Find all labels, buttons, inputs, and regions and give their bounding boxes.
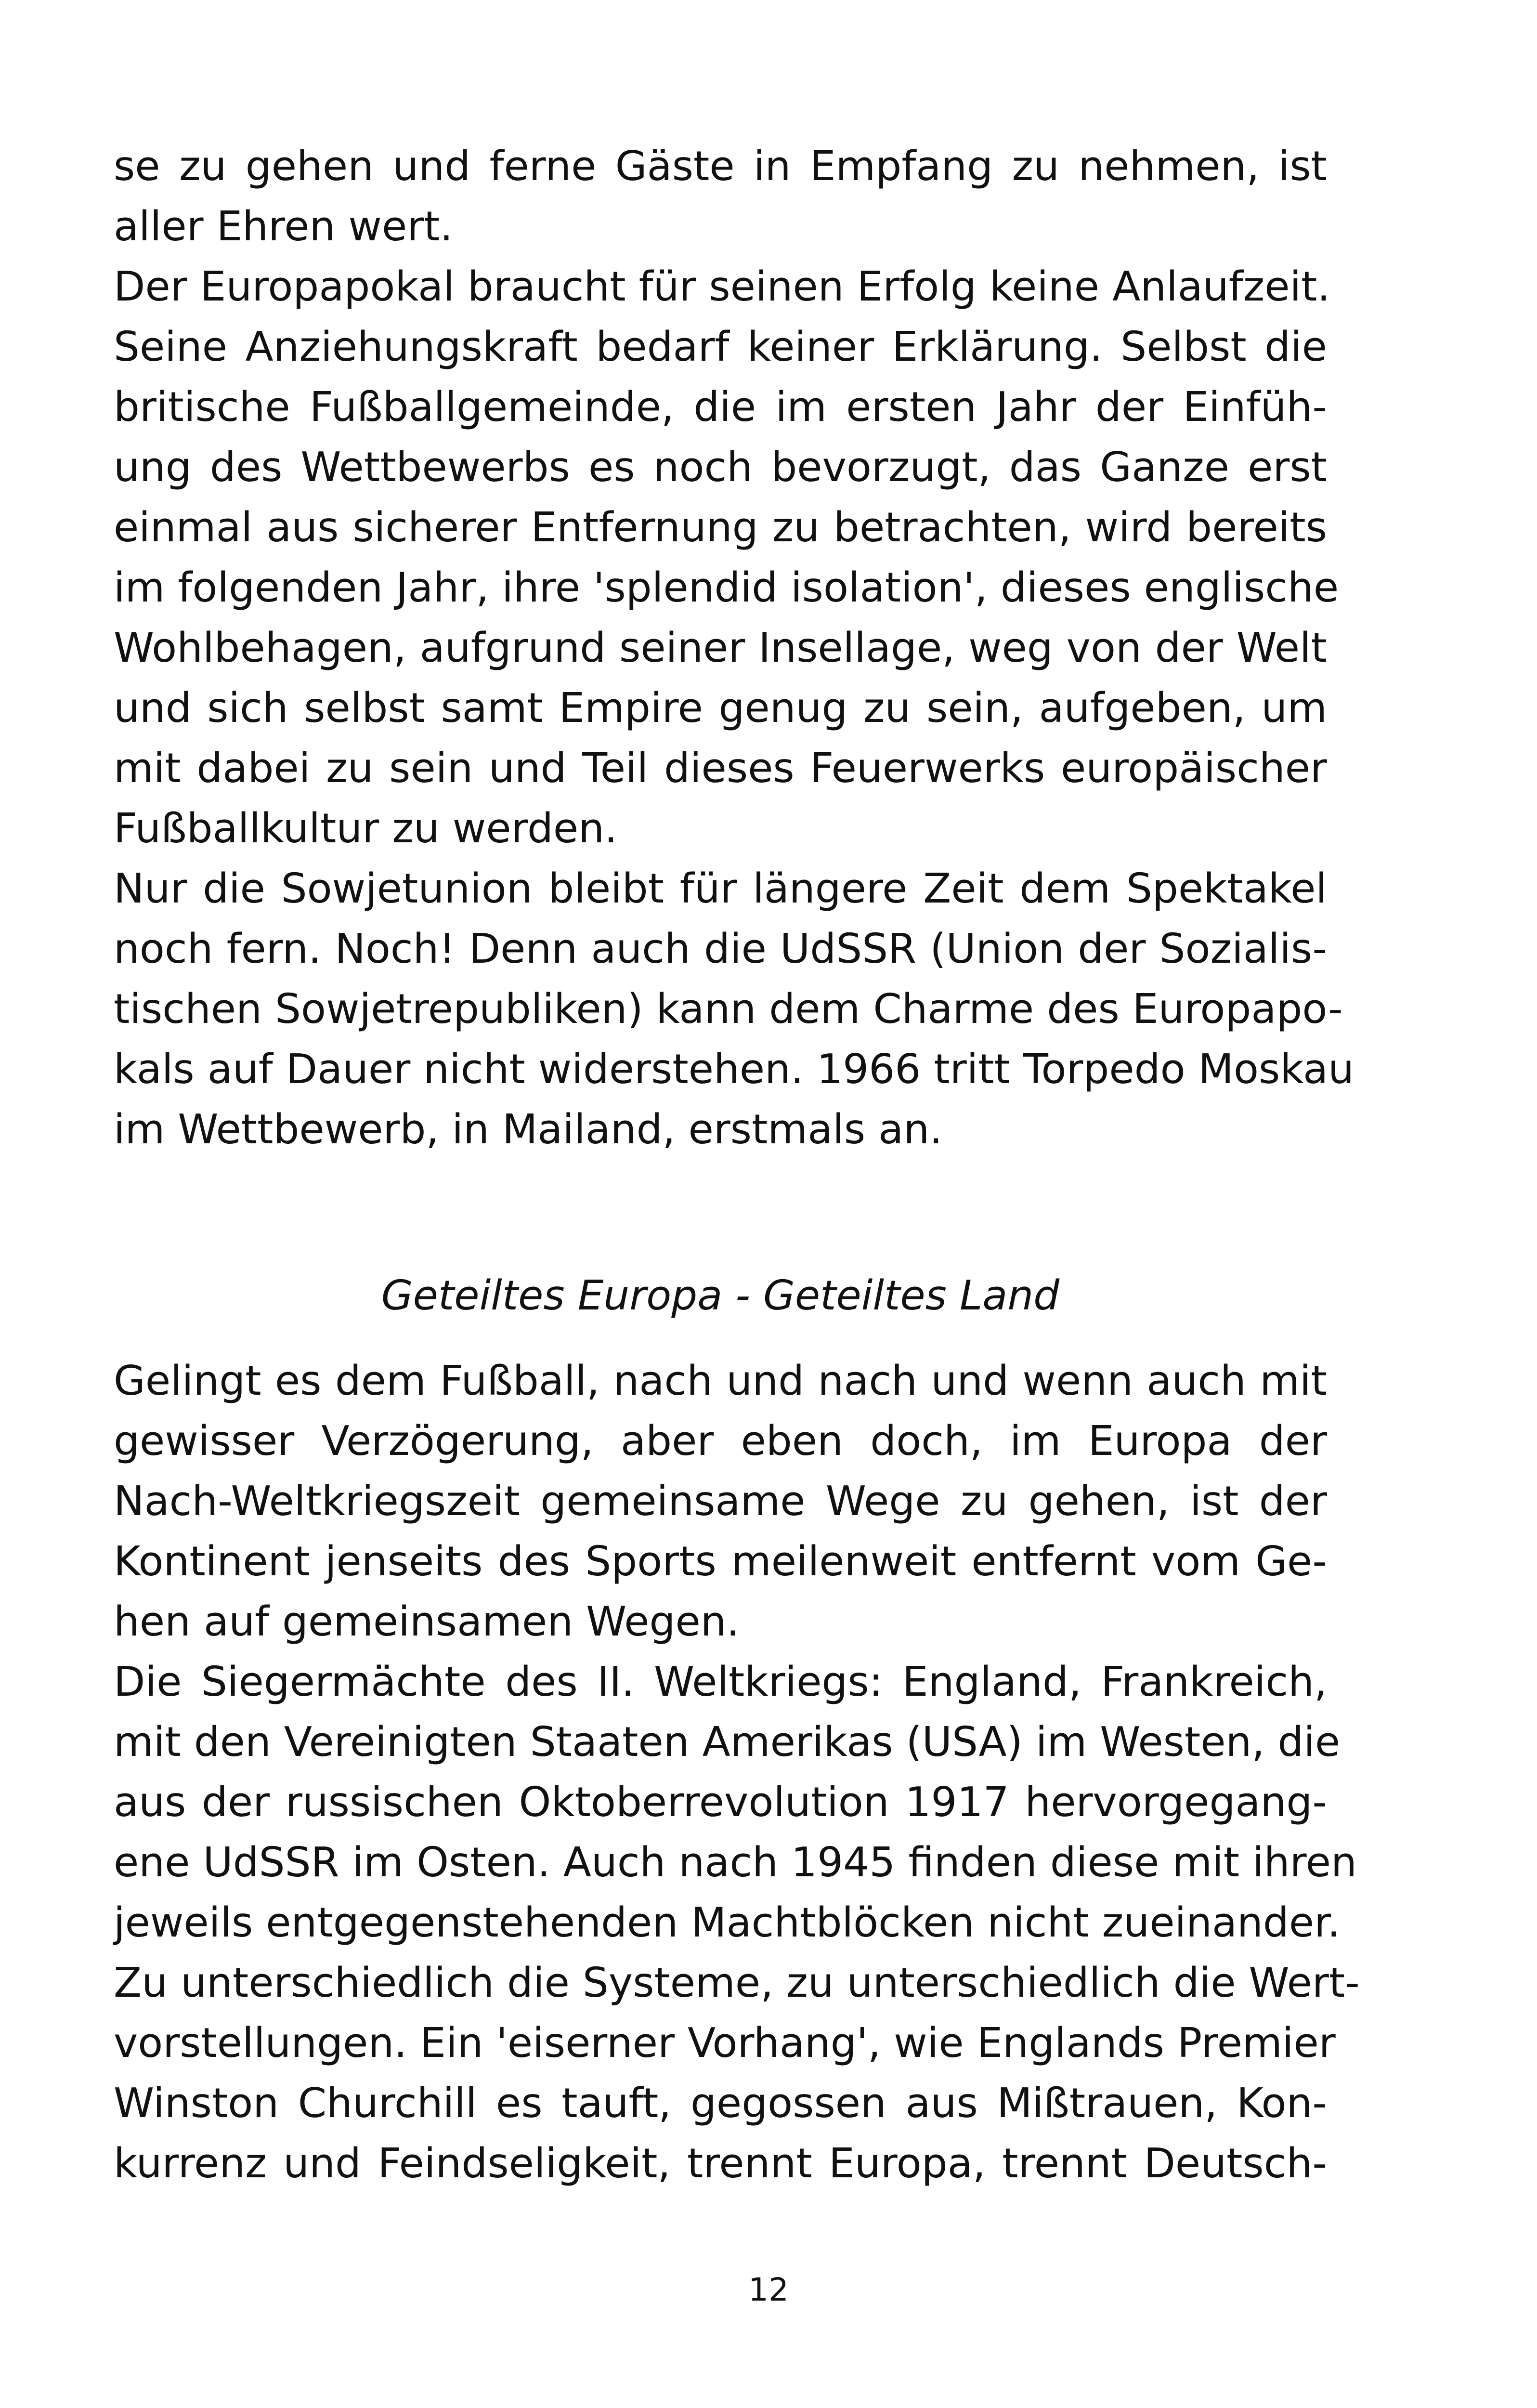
text-line: hen auf gemeinsamen Wegen. bbox=[114, 1598, 740, 1646]
text-line: und sich selbst samt Empire genug zu sein, aufgeben, um bbox=[114, 684, 1327, 732]
text-line: Zu unterschiedlich die Systeme, zu unterschiedlich die Wert- bbox=[114, 1959, 1360, 2007]
text-line: aller Ehren wert. bbox=[114, 203, 453, 250]
text-line: ene UdSSR im Osten. Auch nach 1945 finden diese mit ihren bbox=[114, 1839, 1357, 1886]
text-line: Fußballkultur zu werden. bbox=[114, 805, 618, 852]
text-line: im folgenden Jahr, ihre 'splendid isolation', dieses englische bbox=[114, 564, 1339, 612]
text-line: Der Europapokal braucht für seinen Erfolg keine Anlaufzeit. bbox=[114, 263, 1330, 311]
text-line: se zu gehen und ferne Gäste in Empfang zu nehmen, ist bbox=[114, 143, 1327, 190]
text-line: vorstellungen. Ein 'eiserner Vorhang', wie Englands Premier bbox=[114, 2019, 1336, 2067]
page-number: 12 bbox=[748, 2271, 789, 2308]
section-heading: Geteiltes Europa - Geteiltes Land bbox=[381, 1272, 1060, 1320]
text-line: ung des Wettbewerbs es noch bevorzugt, das Ganze erst bbox=[114, 444, 1327, 491]
text-line: tischen Sowjetrepubliken) kann dem Charme des Europapo- bbox=[114, 985, 1343, 1033]
text-line: kals auf Dauer nicht widerstehen. 1966 tritt Torpedo Moskau bbox=[114, 1046, 1354, 1093]
text-line: mit dabei zu sein und Teil dieses Feuerwerks europäischer bbox=[114, 745, 1327, 792]
text-line: einmal aus sicherer Entfernung zu betrachten, wird bereits bbox=[114, 504, 1327, 551]
text-line: Nur die Sowjetunion bleibt für längere Zeit dem Spektakel bbox=[114, 865, 1327, 913]
text-line: Winston Churchill es tauft, gegossen aus Mißtrauen, Kon- bbox=[114, 2080, 1327, 2127]
body-text-block-2 bbox=[114, 1351, 1360, 2194]
text-line: im Wettbewerb, in Mailand, erstmals an. bbox=[114, 1106, 943, 1153]
text-line: aus der russischen Oktoberrevolution 1917 hervorgegang- bbox=[114, 1779, 1327, 1826]
text-line: Seine Anziehungskraft bedarf keiner Erklärung. Selbst die bbox=[114, 323, 1327, 371]
text-line: kurrenz und Feindseligkeit, trennt Europa, trennt Deutsch- bbox=[114, 2140, 1327, 2187]
text-line: Die Siegermächte des II. Weltkriegs: England, Frankreich, bbox=[114, 1658, 1327, 1706]
text-line: mit den Vereinigten Staaten Amerikas (USA) im Westen, die bbox=[114, 1718, 1341, 1766]
text-line: Gelingt es dem Fußball, nach und nach und wenn auch mit bbox=[114, 1357, 1327, 1405]
text-line: Kontinent jenseits des Sports meilenweit entfernt vom Ge- bbox=[114, 1538, 1327, 1585]
body-text-block-1 bbox=[114, 136, 1354, 1160]
text-line: Wohlbehagen, aufgrund seiner Insellage, weg von der Welt bbox=[114, 624, 1327, 672]
text-line: noch fern. Noch! Denn auch die UdSSR (Union der Sozialis- bbox=[114, 925, 1327, 973]
text-line: jeweils entgegenstehenden Machtblöcken nicht zueinander. bbox=[114, 1899, 1341, 1947]
text-line: Nach-Weltkriegszeit gemeinsame Wege zu gehen, ist der bbox=[114, 1478, 1327, 1525]
text-line: gewisser Verzögerung, aber eben doch, im Europa der bbox=[114, 1417, 1327, 1465]
text-line: britische Fußballgemeinde, die im ersten Jahr der Einfüh- bbox=[114, 383, 1327, 431]
